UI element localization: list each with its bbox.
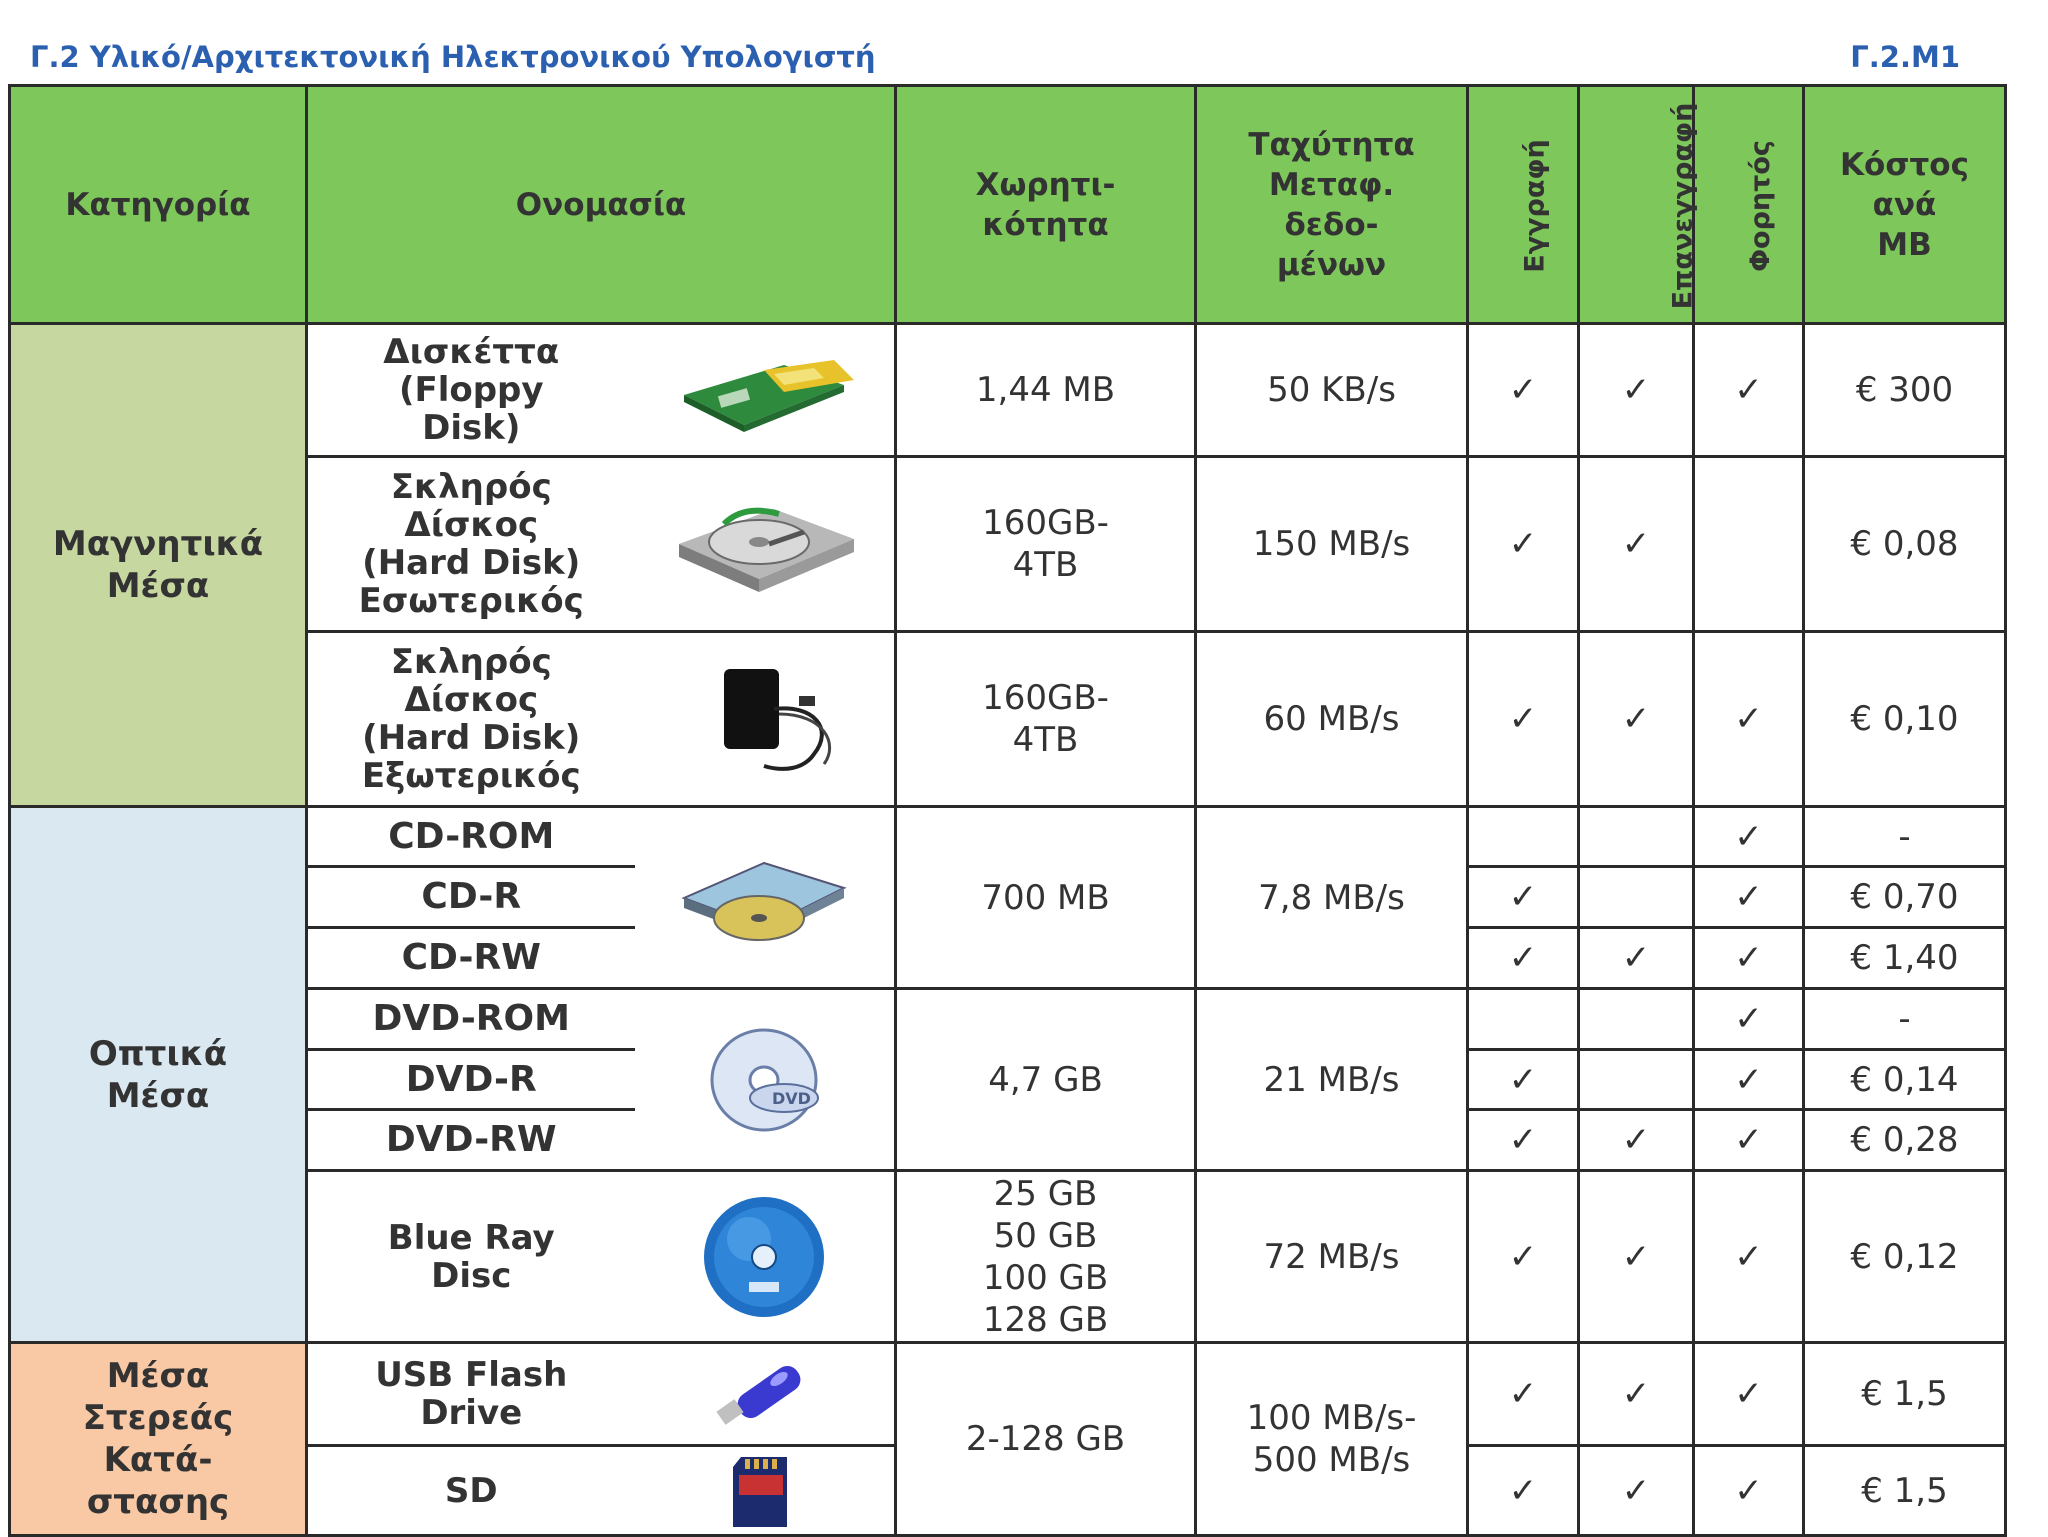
- check-write-dvd-rom: [1468, 989, 1579, 1050]
- page-code: Γ.2.Μ1: [1850, 40, 1960, 74]
- check-write-usb: ✓: [1468, 1343, 1579, 1446]
- media-name-blu-ray: Blue Ray Disc: [307, 1171, 635, 1343]
- cost-dvd-rw: € 0,28: [1804, 1110, 2006, 1171]
- internal-hard-disk-icon: [635, 457, 896, 632]
- cost-cd-r: € 0,70: [1804, 867, 2006, 928]
- capacity-cd: 700 MB: [896, 807, 1196, 989]
- capacity-solid-state: 2-128 GB: [896, 1343, 1196, 1536]
- cost-dvd-rom: -: [1804, 989, 2006, 1050]
- check-write-hdd-external: ✓: [1468, 632, 1579, 807]
- table-row-floppy: [10, 324, 2006, 457]
- check-write-cd-rw: ✓: [1468, 928, 1579, 989]
- check-rewrite-usb: ✓: [1579, 1343, 1694, 1446]
- media-name-dvd-rw: DVD-RW: [307, 1110, 635, 1171]
- check-rewrite-floppy: ✓: [1579, 324, 1694, 457]
- speed-solid-state: 100 MB/s- 500 MB/s: [1196, 1343, 1468, 1536]
- speed-blu-ray: 72 MB/s: [1196, 1171, 1468, 1343]
- capacity-blu-ray: 25 GB 50 GB 100 GB 128 GB: [896, 1171, 1196, 1343]
- column-header-capacity: Χωρητι- κότητα: [896, 86, 1196, 324]
- media-name-dvd-rom: DVD-ROM: [307, 989, 635, 1050]
- media-name-sd: SD: [307, 1446, 635, 1536]
- check-portable-blu-ray: ✓: [1694, 1171, 1804, 1343]
- media-name-cd-rom: CD-ROM: [307, 807, 635, 867]
- media-name-usb: USB Flash Drive: [307, 1343, 635, 1446]
- cost-blu-ray: € 0,12: [1804, 1171, 2006, 1343]
- speed-hdd-external: 60 MB/s: [1196, 632, 1468, 807]
- cost-floppy: € 300: [1804, 324, 2006, 457]
- check-portable-cd-rw: ✓: [1694, 928, 1804, 989]
- media-name-cd-rw: CD-RW: [307, 928, 635, 989]
- capacity-dvd: 4,7 GB: [896, 989, 1196, 1171]
- check-write-cd-r: ✓: [1468, 867, 1579, 928]
- cost-cd-rw: € 1,40: [1804, 928, 2006, 989]
- storage-media-table: [8, 84, 2007, 1537]
- table-row-cd-rom: [10, 807, 2006, 867]
- media-name-cd-r: CD-R: [307, 867, 635, 928]
- speed-dvd: 21 MB/s: [1196, 989, 1468, 1171]
- check-rewrite-blu-ray: ✓: [1579, 1171, 1694, 1343]
- table-row-dvd-rom: [10, 989, 2006, 1050]
- check-rewrite-hdd-internal: ✓: [1579, 457, 1694, 632]
- check-rewrite-cd-rw: ✓: [1579, 928, 1694, 989]
- check-write-cd-rom: [1468, 807, 1579, 867]
- cost-cd-rom: -: [1804, 807, 2006, 867]
- speed-cd: 7,8 MB/s: [1196, 807, 1468, 989]
- column-header-portable: Φορητός: [1694, 86, 1804, 324]
- media-name-hdd-internal: Σκληρός Δίσκος (Hard Disk) Εσωτερικός: [307, 457, 635, 632]
- check-portable-cd-r: ✓: [1694, 867, 1804, 928]
- check-write-dvd-rw: ✓: [1468, 1110, 1579, 1171]
- media-name-floppy: Δισκέττα (Floppy Disk): [307, 324, 635, 457]
- column-header-write: Εγγραφή: [1468, 86, 1579, 324]
- page-title: Γ.2 Υλικό/Αρχιτεκτονική Ηλεκτρονικού Υπολογιστή: [30, 40, 876, 74]
- check-portable-dvd-rw: ✓: [1694, 1110, 1804, 1171]
- capacity-hdd-external: 160GB- 4TB: [896, 632, 1196, 807]
- usb-flash-drive-icon: [635, 1343, 896, 1446]
- check-write-dvd-r: ✓: [1468, 1050, 1579, 1110]
- capacity-hdd-internal: 160GB- 4TB: [896, 457, 1196, 632]
- media-name-hdd-external: Σκληρός Δίσκος (Hard Disk) Εξωτερικός: [307, 632, 635, 807]
- column-header-category: Κατηγορία: [10, 86, 307, 324]
- cost-sd: € 1,5: [1804, 1446, 2006, 1536]
- check-rewrite-dvd-rw: ✓: [1579, 1110, 1694, 1171]
- media-name-dvd-r: DVD-R: [307, 1050, 635, 1110]
- floppy-disk-icon: [635, 324, 896, 457]
- check-portable-usb: ✓: [1694, 1343, 1804, 1446]
- check-rewrite-dvd-r: [1579, 1050, 1694, 1110]
- column-header-name: Ονομασία: [307, 86, 896, 324]
- check-portable-hdd-internal: [1694, 457, 1804, 632]
- dvd-disc-icon: [635, 989, 896, 1171]
- svg-text:DVD: DVD: [772, 1088, 812, 1108]
- check-portable-dvd-rom: ✓: [1694, 989, 1804, 1050]
- check-portable-cd-rom: ✓: [1694, 807, 1804, 867]
- check-write-sd: ✓: [1468, 1446, 1579, 1536]
- check-portable-sd: ✓: [1694, 1446, 1804, 1536]
- check-portable-floppy: ✓: [1694, 324, 1804, 457]
- capacity-floppy: 1,44 MB: [896, 324, 1196, 457]
- check-rewrite-cd-rom: [1579, 807, 1694, 867]
- check-rewrite-hdd-external: ✓: [1579, 632, 1694, 807]
- column-header-speed: Ταχύτητα Μεταφ. δεδο- μένων: [1196, 86, 1468, 324]
- header-row: [10, 86, 2006, 324]
- cost-hdd-external: € 0,10: [1804, 632, 2006, 807]
- cost-hdd-internal: € 0,08: [1804, 457, 2006, 632]
- check-rewrite-cd-r: [1579, 867, 1694, 928]
- table-row-hdd-external: [10, 632, 2006, 807]
- table-row-blu-ray: [10, 1171, 2006, 1343]
- check-rewrite-sd: ✓: [1579, 1446, 1694, 1536]
- table-row-usb: [10, 1343, 2006, 1446]
- speed-hdd-internal: 150 MB/s: [1196, 457, 1468, 632]
- column-header-cost: Κόστος ανά MB: [1804, 86, 2006, 324]
- blu-ray-disc-icon: [635, 1171, 896, 1343]
- cost-usb: € 1,5: [1804, 1343, 2006, 1446]
- category-optical: Οπτικά Μέσα: [10, 807, 307, 1343]
- cost-dvd-r: € 0,14: [1804, 1050, 2006, 1110]
- category-magnetic: Μαγνητικά Μέσα: [10, 324, 307, 807]
- check-rewrite-dvd-rom: [1579, 989, 1694, 1050]
- speed-floppy: 50 KB/s: [1196, 324, 1468, 457]
- column-header-rewrite: Επανεγγραφή: [1579, 86, 1694, 324]
- page-header: [30, 38, 1960, 87]
- sd-card-icon: [635, 1446, 896, 1536]
- external-hard-disk-icon: [635, 632, 896, 807]
- check-write-hdd-internal: ✓: [1468, 457, 1579, 632]
- check-write-floppy: ✓: [1468, 324, 1579, 457]
- cd-drive-icon: [635, 807, 896, 989]
- table-row-hdd-internal: [10, 457, 2006, 632]
- check-write-blu-ray: ✓: [1468, 1171, 1579, 1343]
- check-portable-dvd-r: ✓: [1694, 1050, 1804, 1110]
- check-portable-hdd-external: ✓: [1694, 632, 1804, 807]
- category-solid-state: Μέσα Στερεάς Κατά- στασης: [10, 1343, 307, 1536]
